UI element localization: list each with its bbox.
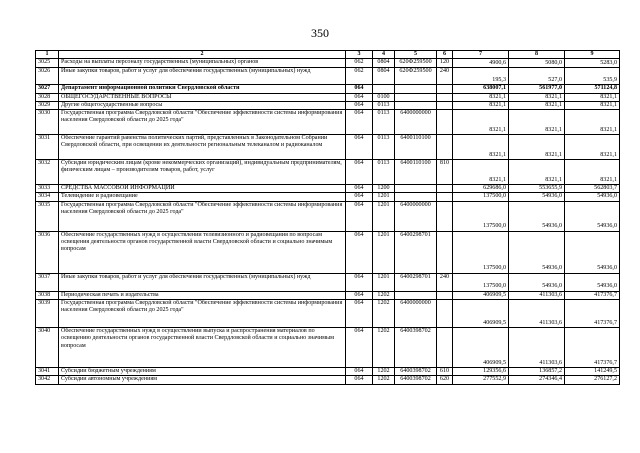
row-expense-type: 620: [437, 376, 453, 384]
row-value-2024: 411303,6: [509, 328, 565, 368]
header-cell: 5: [395, 51, 437, 59]
row-value-2023: 277552,9: [453, 376, 509, 384]
row-admin-code: 064: [346, 291, 373, 299]
row-expense-type: [437, 85, 453, 93]
row-name: Департамент информационной политики Свердловской области: [59, 85, 346, 93]
row-target-code: [395, 93, 437, 101]
row-expense-type: [437, 328, 453, 368]
row-value-2025: 571124,8: [565, 85, 620, 93]
row-admin-code: 064: [346, 101, 373, 109]
header-cell: 2: [59, 51, 346, 59]
row-target-code: 6400398702: [395, 328, 437, 368]
row-id: 3032: [36, 160, 59, 185]
row-section-code: 1202: [373, 300, 395, 328]
row-target-code: [395, 291, 437, 299]
table-row: [36, 273, 620, 291]
row-expense-type: [437, 300, 453, 328]
row-target-code: [395, 101, 437, 109]
row-id: 3039: [36, 300, 59, 328]
row-section-code: 1201: [373, 201, 395, 231]
row-value-2025: 417376,7: [565, 300, 620, 328]
table-row: [36, 59, 620, 68]
row-value-2023: 406909,5: [453, 328, 509, 368]
row-id: 3036: [36, 231, 59, 273]
row-value-2025: 54936,0: [565, 231, 620, 273]
row-value-2025: 8321,1: [565, 160, 620, 185]
row-expense-type: 120: [437, 59, 453, 68]
row-admin-code: 064: [346, 328, 373, 368]
row-name: Иные закупки товаров, работ и услуг для обеспечения государственных (муниципальных) нужд: [59, 273, 346, 291]
row-admin-code: 064: [346, 110, 373, 135]
row-admin-code: 064: [346, 185, 373, 193]
row-value-2023: 137500,0: [453, 193, 509, 201]
row-id: 3028: [36, 93, 59, 101]
header-row: [36, 51, 620, 59]
row-value-2023: 406909,5: [453, 291, 509, 299]
row-target-code: [395, 193, 437, 201]
row-target-code: 6400398702: [395, 376, 437, 384]
row-target-code: 6400298701: [395, 273, 437, 291]
row-expense-type: 240: [437, 68, 453, 85]
table-row: [36, 201, 620, 231]
row-expense-type: [437, 231, 453, 273]
row-name: Субсидии автономным учреждениям: [59, 376, 346, 384]
row-admin-code: 064: [346, 368, 373, 376]
header-cell: 3: [346, 51, 373, 59]
row-name: СРЕДСТВА МАССОВОЙ ИНФОРМАЦИИ: [59, 185, 346, 193]
row-admin-code: 064: [346, 231, 373, 273]
row-target-code: 6400298701: [395, 231, 437, 273]
row-value-2025: 8321,1: [565, 101, 620, 109]
row-expense-type: 610: [437, 368, 453, 376]
row-expense-type: [437, 185, 453, 193]
row-value-2025: 562803,7: [565, 185, 620, 193]
row-name: Субсидии бюджетным учреждениям: [59, 368, 346, 376]
row-section-code: 0113: [373, 160, 395, 185]
row-section-code: 1201: [373, 231, 395, 273]
row-value-2024: 8321,1: [509, 110, 565, 135]
row-value-2025: 5283,0: [565, 59, 620, 68]
row-value-2023: 129356,6: [453, 368, 509, 376]
row-target-code: 6400000000: [395, 300, 437, 328]
row-target-code: 6400000000: [395, 201, 437, 231]
row-section-code: 0113: [373, 135, 395, 160]
row-name: Государственная программа Свердловской области "Обеспечение эффективности системы информирования населения Свердловской области до 2025 года": [59, 201, 346, 231]
row-id: 3026: [36, 68, 59, 85]
row-target-code: 620Ф259500: [395, 59, 437, 68]
row-id: 3025: [36, 59, 59, 68]
row-target-code: 6400110100: [395, 135, 437, 160]
row-value-2025: 417376,7: [565, 328, 620, 368]
row-value-2024: 54936,0: [509, 231, 565, 273]
table-row: [36, 93, 620, 101]
row-admin-code: 064: [346, 376, 373, 384]
row-id: 3030: [36, 110, 59, 135]
row-target-code: [395, 185, 437, 193]
row-value-2025: 8321,1: [565, 110, 620, 135]
row-section-code: 1201: [373, 273, 395, 291]
row-value-2024: 8321,1: [509, 93, 565, 101]
header-cell: 8: [509, 51, 565, 59]
row-value-2023: 406909,5: [453, 300, 509, 328]
row-target-code: 620Ф259500: [395, 68, 437, 85]
table-row: [36, 101, 620, 109]
row-name: Субсидии юридическим лицам (кроме некоммерческих организаций), индивидуальным предпринимателям, физическим лицам – производителям товаров, работ, услуг: [59, 160, 346, 185]
row-value-2024: 561977,0: [509, 85, 565, 93]
row-name: Государственная программа Свердловской области "Обеспечение эффективности системы информирования населения Свердловской области до 2025 года": [59, 300, 346, 328]
row-admin-code: 064: [346, 135, 373, 160]
row-section-code: [373, 85, 395, 93]
row-value-2025: 54936,0: [565, 273, 620, 291]
row-expense-type: 240: [437, 273, 453, 291]
table-row: [36, 68, 620, 85]
row-value-2023: 137500,0: [453, 201, 509, 231]
row-section-code: 1202: [373, 328, 395, 368]
row-value-2025: 417376,7: [565, 291, 620, 299]
row-section-code: 1202: [373, 291, 395, 299]
table-row: [36, 300, 620, 328]
row-section-code: 1202: [373, 368, 395, 376]
table-row: [36, 328, 620, 368]
row-expense-type: [437, 201, 453, 231]
row-value-2024: 136857,2: [509, 368, 565, 376]
row-id: 3033: [36, 185, 59, 193]
row-section-code: 0113: [373, 101, 395, 109]
row-value-2024: 54936,0: [509, 201, 565, 231]
row-expense-type: [437, 291, 453, 299]
row-value-2024: 411303,6: [509, 300, 565, 328]
row-expense-type: 810: [437, 160, 453, 185]
header-cell: 9: [565, 51, 620, 59]
row-section-code: 1200: [373, 185, 395, 193]
row-name: Другие общегосударственные вопросы: [59, 101, 346, 109]
row-value-2023: 8321,1: [453, 160, 509, 185]
row-value-2024: 54936,0: [509, 273, 565, 291]
row-value-2024: 54936,0: [509, 193, 565, 201]
row-admin-code: 064: [346, 160, 373, 185]
row-id: 3035: [36, 201, 59, 231]
row-section-code: 1202: [373, 376, 395, 384]
header-cell: 6: [437, 51, 453, 59]
row-admin-code: 064: [346, 201, 373, 231]
row-value-2024: 527,0: [509, 68, 565, 85]
row-id: 3037: [36, 273, 59, 291]
row-id: 3040: [36, 328, 59, 368]
row-expense-type: [437, 93, 453, 101]
row-value-2023: 8321,1: [453, 135, 509, 160]
row-id: 3034: [36, 193, 59, 201]
row-target-code: [395, 85, 437, 93]
row-section-code: 0113: [373, 110, 395, 135]
row-name: Обеспечение государственных нужд в осуществлении телевизионного и радиовещания по вопросам освещения деятельности органов государственной власти Свердловской области и социально значимым вопросам: [59, 231, 346, 273]
row-value-2024: 8321,1: [509, 135, 565, 160]
row-target-code: 6400110100: [395, 160, 437, 185]
page-number: 350: [311, 26, 329, 40]
row-name: Иные закупки товаров, работ и услуг для обеспечения государственных (муниципальных) нужд: [59, 68, 346, 85]
row-id: 3027: [36, 85, 59, 93]
row-name: Периодическая печать и издательства: [59, 291, 346, 299]
row-id: 3029: [36, 101, 59, 109]
row-value-2024: 553655,9: [509, 185, 565, 193]
header-cell: 1: [36, 51, 59, 59]
row-value-2024: 411303,6: [509, 291, 565, 299]
row-value-2023: 8321,1: [453, 93, 509, 101]
row-expense-type: [437, 193, 453, 201]
header-cell: 4: [373, 51, 395, 59]
row-admin-code: 064: [346, 273, 373, 291]
row-value-2025: 8321,1: [565, 93, 620, 101]
table-row: [36, 160, 620, 185]
row-value-2023: 8321,1: [453, 101, 509, 109]
table-row: [36, 368, 620, 376]
row-name: Обеспечение гарантий равенства политических партий, представленных в Законодательном Собрании Свердловской области, при освещении их деятельности региональным телеканалом и радиоканалом: [59, 135, 346, 160]
table-row: [36, 135, 620, 160]
header-cell: 7: [453, 51, 509, 59]
row-value-2023: 638007,1: [453, 85, 509, 93]
row-name: Государственная программа Свердловской области "Обеспечение эффективности системы информирования населения Свердловской области до 2025 года": [59, 110, 346, 135]
row-id: 3041: [36, 368, 59, 376]
row-value-2025: 535,9: [565, 68, 620, 85]
row-value-2024: 8321,1: [509, 101, 565, 109]
row-name: Обеспечение государственных нужд в осуществлении выпуска и распространения материалов по освещению деятельности органов государственной власти Свердловской области и социально значимым вопросам: [59, 328, 346, 368]
row-admin-code: 064: [346, 193, 373, 201]
row-section-code: 0804: [373, 59, 395, 68]
row-admin-code: 062: [346, 68, 373, 85]
row-target-code: 6400398702: [395, 368, 437, 376]
row-value-2025: 8321,1: [565, 135, 620, 160]
row-id: 3031: [36, 135, 59, 160]
row-value-2024: 8321,1: [509, 160, 565, 185]
row-id: 3038: [36, 291, 59, 299]
row-value-2023: 629686,0: [453, 185, 509, 193]
row-admin-code: 064: [346, 85, 373, 93]
table-row: [36, 193, 620, 201]
table-row: [36, 185, 620, 193]
budget-table: [35, 50, 620, 385]
row-section-code: 0100: [373, 93, 395, 101]
row-value-2025: 276127,2: [565, 376, 620, 384]
row-section-code: 0804: [373, 68, 395, 85]
row-value-2024: 5080,0: [509, 59, 565, 68]
row-name: Телевидение и радиовещание: [59, 193, 346, 201]
row-value-2023: 195,3: [453, 68, 509, 85]
row-admin-code: 064: [346, 93, 373, 101]
row-value-2023: 137500,0: [453, 273, 509, 291]
row-admin-code: 062: [346, 59, 373, 68]
row-name: ОБЩЕГОСУДАРСТВЕННЫЕ ВОПРОСЫ: [59, 93, 346, 101]
row-expense-type: [437, 135, 453, 160]
row-value-2024: 274346,4: [509, 376, 565, 384]
row-name: Расходы на выплаты персоналу государственных (муниципальных) органов: [59, 59, 346, 68]
row-value-2025: 54936,0: [565, 193, 620, 201]
row-value-2025: 141249,5: [565, 368, 620, 376]
table-row: [36, 376, 620, 384]
row-value-2023: 137500,0: [453, 231, 509, 273]
row-target-code: 6400000000: [395, 110, 437, 135]
row-value-2023: 8321,1: [453, 110, 509, 135]
row-section-code: 1201: [373, 193, 395, 201]
row-admin-code: 064: [346, 300, 373, 328]
table-row: [36, 110, 620, 135]
row-expense-type: [437, 101, 453, 109]
table-row: [36, 291, 620, 299]
table-row: [36, 85, 620, 93]
row-value-2025: 54936,0: [565, 201, 620, 231]
row-id: 3042: [36, 376, 59, 384]
row-value-2023: 4900,6: [453, 59, 509, 68]
row-expense-type: [437, 110, 453, 135]
table-row: [36, 231, 620, 273]
